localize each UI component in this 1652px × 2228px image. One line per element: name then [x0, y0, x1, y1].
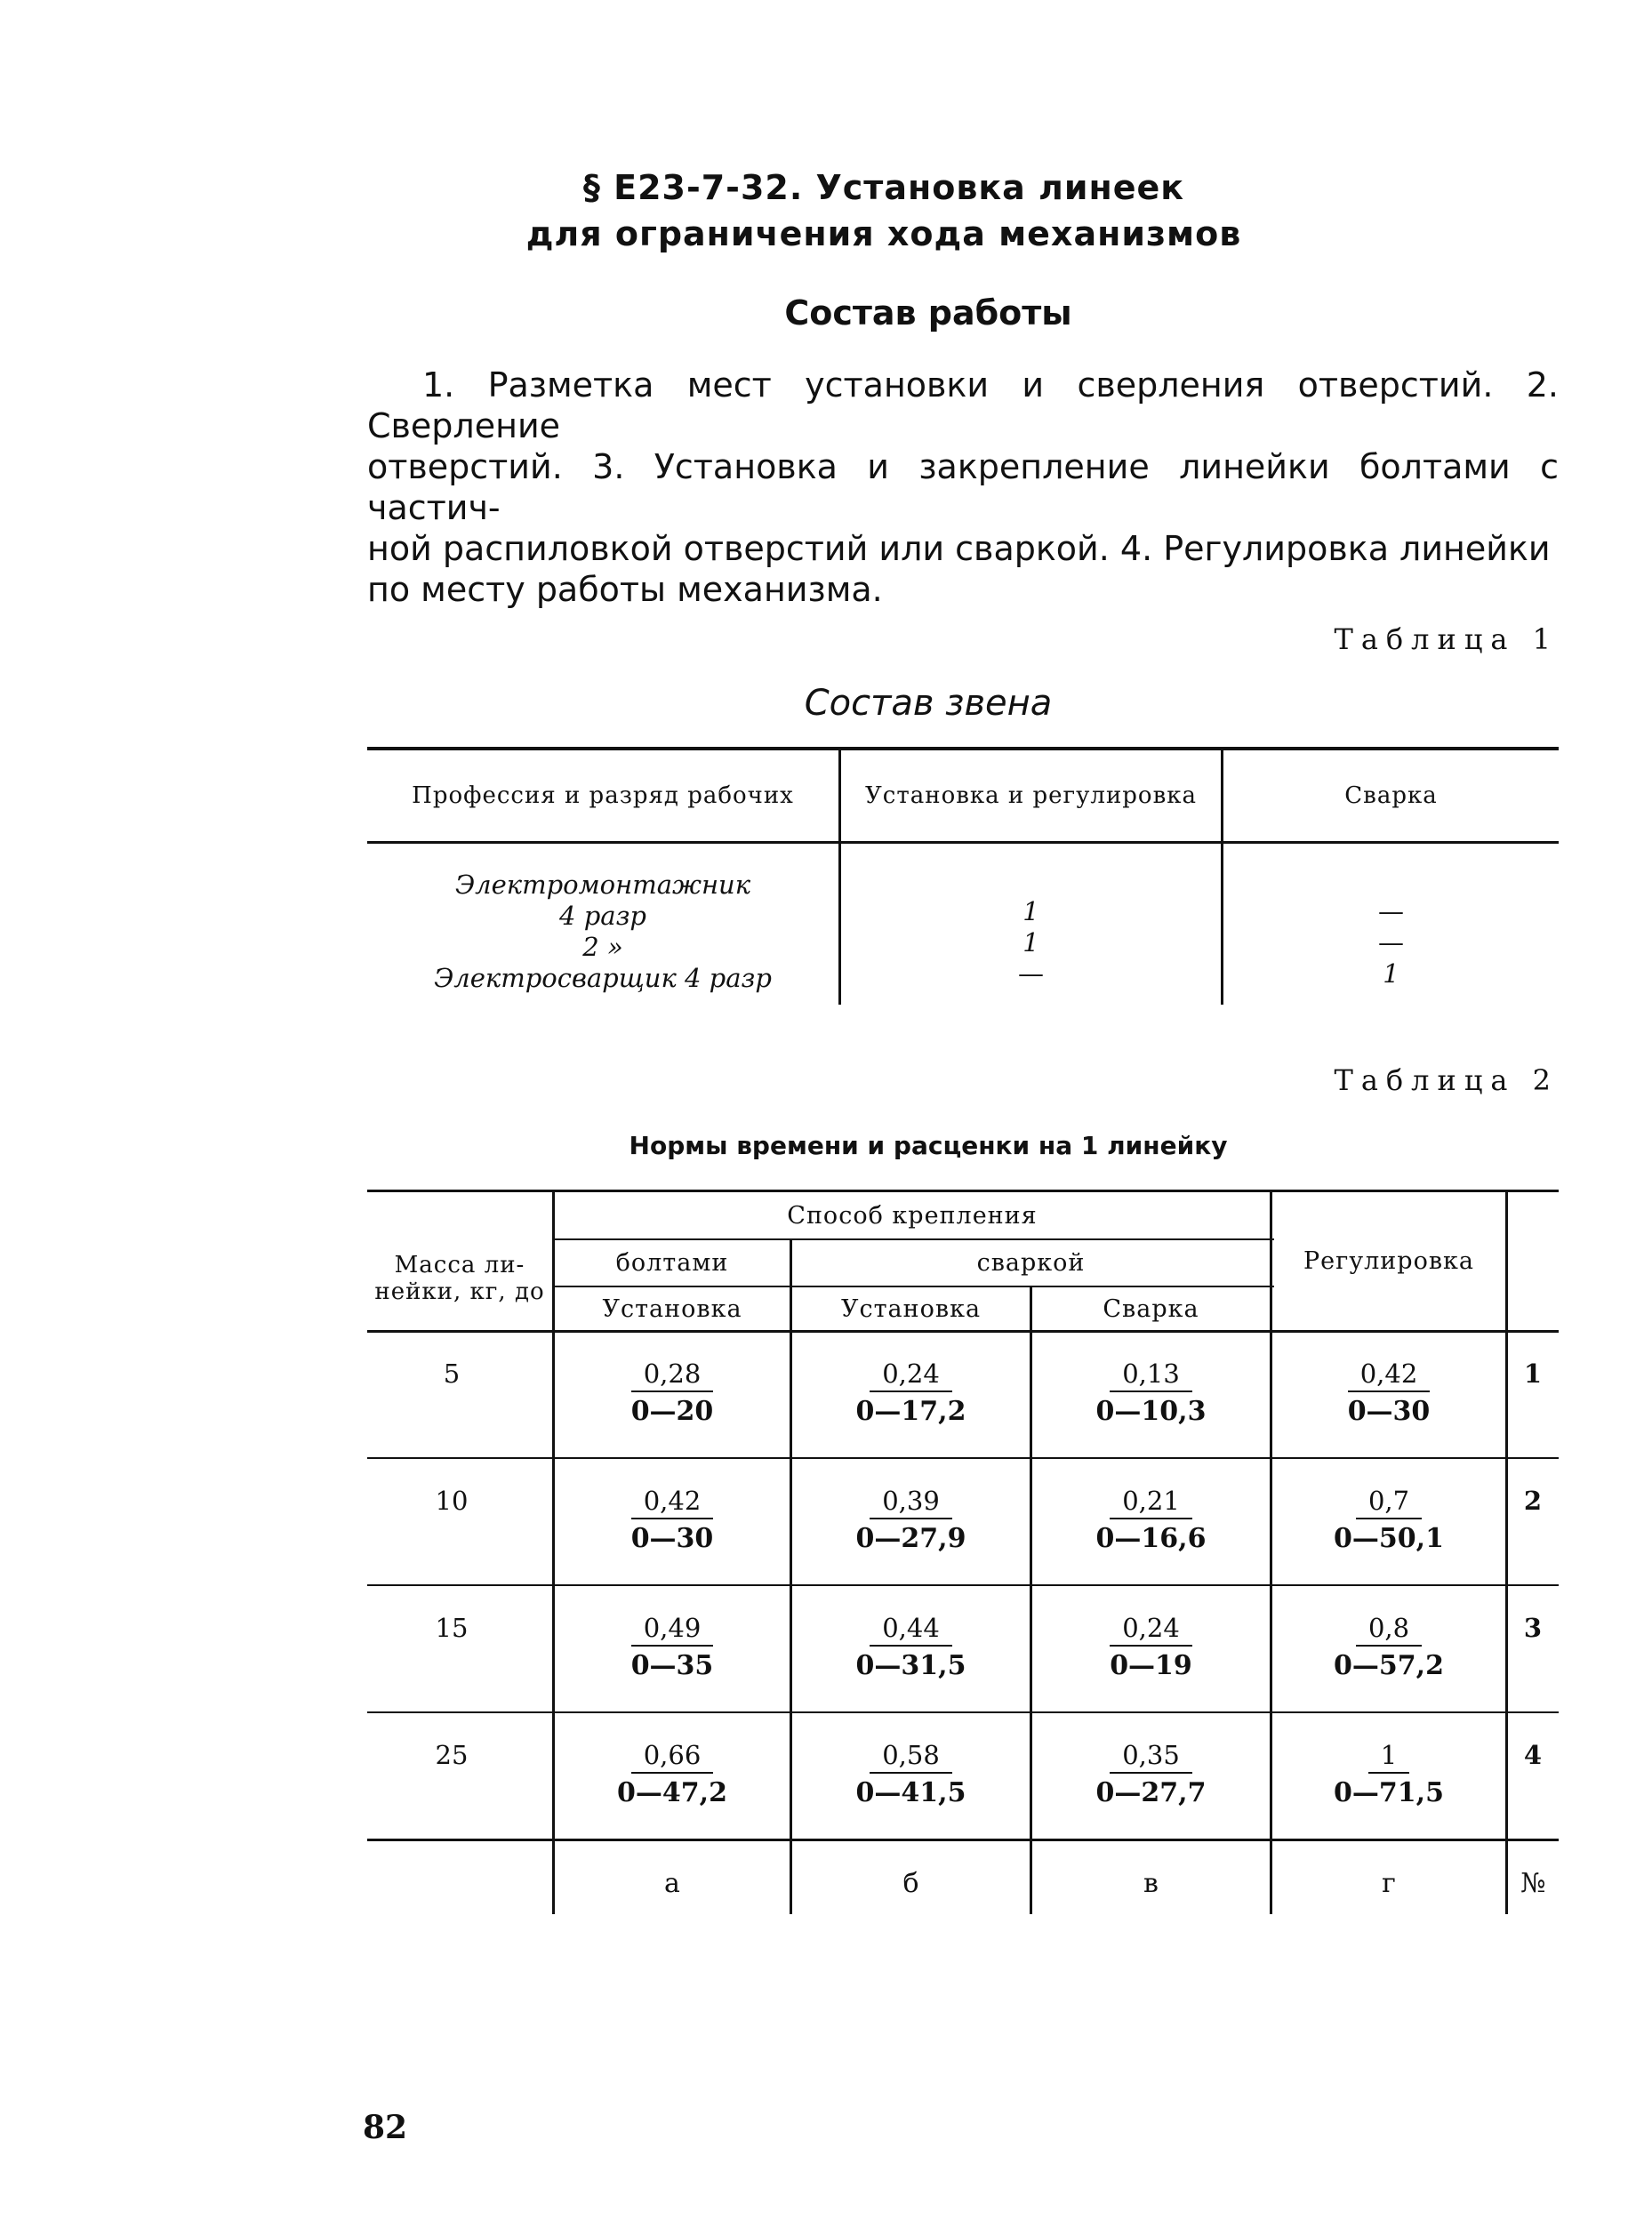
table2-row-rule: [367, 1584, 1559, 1586]
cell-a: [555, 1613, 790, 1681]
cell-b-price: 0—31,5: [855, 1650, 966, 1681]
cell-g-time: 0,8: [1356, 1613, 1422, 1647]
table1-header-rule: [367, 841, 1559, 844]
cell-v-time: 0,35: [1110, 1740, 1192, 1774]
table2-header-install-a: Установка: [602, 1294, 742, 1323]
cell-a-price: 0—20: [630, 1396, 714, 1427]
cell-g-price: 0—57,2: [1334, 1650, 1444, 1681]
table2-col-divider: [790, 1238, 792, 1914]
cell-g-time: 1: [1368, 1740, 1409, 1774]
cell-a-price: 0—47,2: [617, 1777, 727, 1808]
work-line: ной распиловкой отверстий или сваркой. 4. Регулировка линейки: [367, 529, 1551, 568]
cell-a: [555, 1486, 790, 1554]
table1-top-rule: [367, 747, 1559, 750]
cell-a-time: 0,28: [631, 1358, 714, 1392]
table2-row-rule: [367, 1711, 1559, 1713]
table2-header-method: Способ крепления: [787, 1201, 1038, 1230]
cell-a-time: 0,42: [631, 1486, 714, 1519]
table2-col-divider: [1505, 1190, 1508, 1914]
cell-a-time: 0,66: [631, 1740, 714, 1774]
cell-g-price: 0—71,5: [1334, 1777, 1444, 1808]
cell-g: [1272, 1740, 1505, 1808]
cell-v-price: 0—10,3: [1095, 1396, 1207, 1427]
install-value: 1: [1022, 927, 1039, 958]
footer-col-b: б: [902, 1868, 919, 1899]
work-description: [367, 365, 1559, 610]
cell-v-time: 0,13: [1110, 1358, 1192, 1392]
table2-header-weld-v: Сварка: [1103, 1294, 1199, 1323]
cell-b: [792, 1486, 1030, 1554]
cell-b-time: 0,58: [870, 1740, 952, 1774]
table2-row-rule: [367, 1457, 1559, 1459]
section-title-line-1: § Е23-7-32. Установка линеек: [582, 168, 1185, 207]
table1-caption: Состав звена: [804, 683, 1053, 724]
table1-header-profession: Профессия и разряд рабочих: [412, 782, 794, 809]
footer-col-a: а: [664, 1868, 680, 1899]
row-number: 4: [1523, 1740, 1543, 1770]
cell-b-time: 0,39: [870, 1486, 952, 1519]
cell-v-price: 0—16,6: [1095, 1523, 1207, 1554]
section-title-line-2: для ограничения хода механизмов: [525, 214, 1242, 253]
row-mass: 10: [435, 1486, 469, 1516]
cell-g: [1272, 1358, 1505, 1427]
page-number: 82: [363, 2109, 408, 2146]
cell-a-time: 0,49: [631, 1613, 714, 1647]
cell-b-price: 0—41,5: [855, 1777, 966, 1808]
table2-caption: Нормы времени и расценки на 1 линейку: [629, 1131, 1228, 1160]
cell-g-price: 0—30: [1347, 1396, 1431, 1427]
profession-item: Электромонтажник: [454, 870, 751, 900]
profession-item: 4 разр: [559, 901, 646, 931]
table1-header-install: Установка и регулировка: [865, 782, 1197, 809]
section-title: [0, 164, 1652, 257]
welding-value: 1: [1383, 958, 1399, 989]
welding-value: —: [1378, 896, 1404, 926]
table2-header-bolts: болтами: [615, 1249, 729, 1277]
work-line: по месту работы механизма.: [367, 570, 883, 609]
table2-norms: [367, 1190, 1559, 1914]
cell-g-price: 0—50,1: [1334, 1523, 1444, 1554]
profession-item: Электросварщик 4 разр: [434, 963, 772, 993]
row-mass: 25: [435, 1740, 469, 1770]
install-value: —: [1018, 958, 1044, 989]
cell-b: [792, 1358, 1030, 1427]
cell-v: [1032, 1486, 1270, 1554]
cell-v-price: 0—19: [1110, 1650, 1192, 1681]
row-mass: 15: [435, 1613, 469, 1643]
table1-install-values: [841, 896, 1221, 990]
cell-b-price: 0—27,9: [855, 1523, 966, 1554]
cell-v-price: 0—27,7: [1095, 1777, 1207, 1808]
cell-v: [1032, 1613, 1270, 1681]
work-line: отверстий. 3. Установка и закрепление линейки болтами с частич-: [367, 447, 1559, 527]
cell-g-time: 0,42: [1348, 1358, 1431, 1392]
cell-v: [1032, 1740, 1270, 1808]
table2-footer-rule: [367, 1839, 1559, 1841]
table2-header-adjust: Регулировка: [1303, 1247, 1475, 1275]
cell-a-price: 0—30: [630, 1523, 714, 1554]
footer-col-v: в: [1143, 1868, 1159, 1899]
row-number: 3: [1523, 1613, 1543, 1643]
footer-col-g: г: [1382, 1868, 1396, 1899]
profession-item: 2 »: [582, 932, 623, 962]
table2-header-welding-method: сваркой: [976, 1249, 1086, 1277]
table1-label: Таблица 1: [1334, 622, 1559, 656]
footer-col-no: №: [1520, 1868, 1546, 1899]
table1-welding-values: [1223, 896, 1559, 990]
cell-v-time: 0,24: [1110, 1613, 1192, 1647]
table1-header-welding: Сварка: [1344, 782, 1438, 809]
work-line: 1. Разметка мест установки и сверления отверстий. 2. Сверление: [367, 365, 1559, 445]
cell-v: [1032, 1358, 1270, 1427]
table1-professions: [367, 870, 838, 994]
row-mass: 5: [443, 1358, 461, 1389]
cell-a-price: 0—35: [630, 1650, 714, 1681]
table2-header-rule: [367, 1330, 1559, 1333]
cell-b: [792, 1740, 1030, 1808]
cell-v-time: 0,21: [1110, 1486, 1192, 1519]
cell-b-time: 0,24: [870, 1358, 952, 1392]
cell-b-price: 0—17,2: [855, 1396, 966, 1427]
row-number: 1: [1523, 1358, 1543, 1389]
cell-g: [1272, 1613, 1505, 1681]
cell-b: [792, 1613, 1030, 1681]
table2-header-mass: Масса ли- нейки, кг, до: [374, 1252, 545, 1305]
cell-g: [1272, 1486, 1505, 1554]
welding-value: —: [1378, 927, 1404, 958]
cell-g-time: 0,7: [1356, 1486, 1422, 1519]
work-heading: Состав работы: [784, 293, 1072, 333]
cell-a: [555, 1358, 790, 1427]
table2-label: Таблица 2: [1334, 1063, 1559, 1097]
row-number: 2: [1523, 1486, 1543, 1516]
cell-b-time: 0,44: [870, 1613, 952, 1647]
install-value: 1: [1022, 896, 1039, 926]
cell-a: [555, 1740, 790, 1808]
table1-crew: [367, 747, 1559, 1005]
table2-header-install-b: Установка: [840, 1294, 982, 1323]
